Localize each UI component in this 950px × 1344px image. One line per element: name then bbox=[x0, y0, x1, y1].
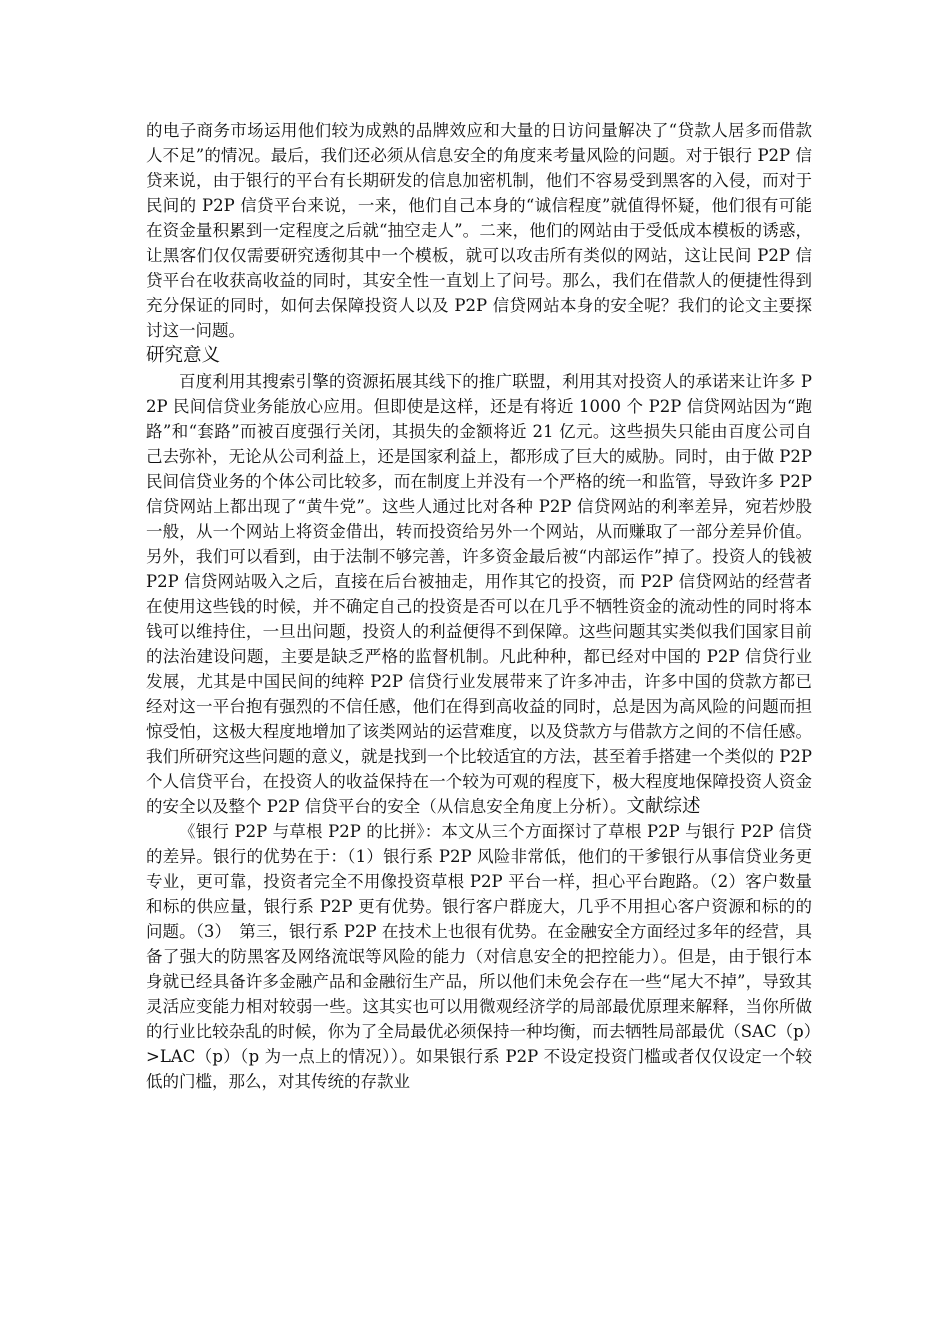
paragraph-text: 百度利用其搜索引擎的资源拓展其线下的推广联盟，利用其对投资人的承诺来让许多 P2P 民间信贷业务能放心应用。但即使是这样，还是有将近 1000 个 P2P 信贷网站因为“跑路”和“套路”而被百度强行关闭，其损失的金额将近 21 亿元。这些损失只能由百度公司自己去弥补，无论从公司利益上，还是国家利益上，都形成了巨大的威胁。同时，由于做 P2P 民间信贷业务的个体公司比较多，而在制度上并没有一个严格的统一和监管，导致许多 P2P 信贷网站上都出现了“黄牛党”。这些人通过比对各种 P2P 信贷网站的利率差异，宛若炒股一般，从一个网站上将资金借出，转而投资给另外一个网站，从而赚取了一部分差异价值。另外，我们可以看到，由于法制不够完善，许多资金最后被“内部运作”掉了。投资人的钱被 P2P 信贷网站吸入之后，直接在后台被抽走，用作其它的投资，而 P2P 信贷网站的经营者在使用这些钱的时候，并不确定自己的投资是否可以在几乎不牺牲资金的流动性的同时将本钱可以维持住，一旦出问题，投资人的利益便得不到保障。这些问题其实类似我们国家目前的法治建设问题，主要是缺乏严格的监督机制。凡此种种，都已经对中国的 P2P 信贷行业发展，尤其是中国民间的纯粹 P2P 信贷行业发展带来了许多冲击，许多中国的贷款方都已经对这一平台抱有强烈的不信任感，他们在得到高收益的同时，总是因为高风险的问题而担惊受怕，这极大程度地增加了该类网站的运营难度，以及贷款方与借款方之间的不信任感。我们所研究这些问题的意义，就是找到一个比较适宜的方法，甚至着手搭建一个类似的 P2P 个人信贷平台，在投资人的收益保持在一个较为可观的程度下，极大程度地保障投资人资金的安全以及整个 P2P 信贷平台的安全（从信息安全角度上分析）。 bbox=[146, 372, 812, 816]
document-page bbox=[146, 118, 812, 1094]
section-heading-review: 文献综述 bbox=[626, 796, 701, 817]
body-paragraph bbox=[146, 369, 812, 819]
section-heading-significance: 研究意义 bbox=[146, 345, 221, 366]
body-paragraph: 《银行 P2P 与草根 P2P 的比拼》：本文从三个方面探讨了草根 P2P 与银行 P2P 信贷的差异。银行的优势在于：（1）银行系 P2P 风险非常低，他们的干爹银行从事信贷业务更专业，更可靠，投资者完全不用像投资草根 P2P 平台一样，担心平台跑路。（2）客户数量和标的供应量，银行系 P2P 更有优势。银行客户群庞大，几乎不用担心客户资源和标的的问题。（3） 第三，银行系 P2P 在技术上也很有优势。在金融安全方面经过多年的经营，具备了强大的防黑客及网络流氓等风险的能力（对信息安全的把控能力）。但是，由于银行本身就已经具备许多金融产品和金融衍生产品，所以他们未免会存在一些“尾大不掉”，导致其灵活应变能力相对较弱一些。这其实也可以用微观经济学的局部最优原理来解释，当你所做的行业比较杂乱的时候，你为了全局最优必须保持一种均衡，而去牺牲局部最优（SAC（p）>LAC（p）（p 为一点上的情况））。如果银行系 P2P 不设定投资门槛或者仅仅设定一个较低的门槛，那么，对其传统的存款业 bbox=[146, 822, 812, 1091]
body-paragraph: 的电子商务市场运用他们较为成熟的品牌效应和大量的日访问量解决了“贷款人居多而借款人不足”的情况。最后，我们还必须从信息安全的角度来考量风险的问题。对于银行 P2P 信贷来说，由于银行的平台有长期研发的信息加密机制，他们不容易受到黑客的入侵，而对于民间的 P2P 信贷平台来说，一来，他们自己本身的“诚信程度”就值得怀疑，他们很有可能在资金量积累到一定程度之后就“抽空走人”。二来，他们的网站由于受低成本模板的诱惑，让黑客们仅仅需要研究透彻其中一个模板，就可以攻击所有类似的网站，这让民间 P2P 信贷平台在收获高收益的同时，其安全性一直划上了问号。那么，我们在借款人的便捷性得到充分保证的同时，如何去保障投资人以及 P2P 信贷网站本身的安全呢？我们的论文主要探讨这一问题。 bbox=[146, 121, 812, 340]
